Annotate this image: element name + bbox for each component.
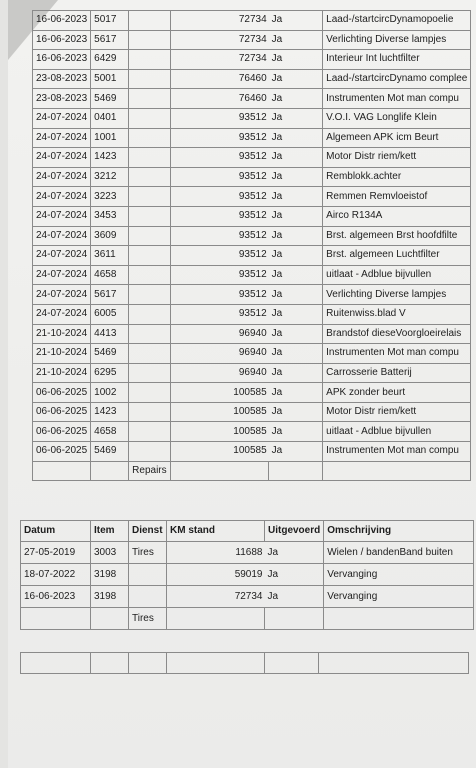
row-flag: Ja [269, 304, 323, 324]
row-km: 100585 [171, 383, 269, 403]
table-row [33, 304, 471, 324]
row-service [129, 226, 171, 246]
row-service [129, 148, 171, 168]
row-desc: Brandstof dieseVoorgloeirelais [323, 324, 471, 344]
row-flag: Ja [265, 564, 324, 586]
row-desc: Laad-/startcircDynamopoelie [323, 11, 471, 31]
row-date: 16-06-2023 [33, 50, 91, 70]
row-desc: Instrumenten Mot man compu [323, 442, 471, 462]
table-row [33, 50, 471, 70]
tires-footer-label: Tires [129, 608, 167, 630]
row-date: 24-07-2024 [33, 108, 91, 128]
row-item: 5617 [91, 30, 129, 50]
row-km: 100585 [171, 442, 269, 462]
table-row [33, 108, 471, 128]
row-date: 21-10-2024 [33, 344, 91, 364]
row-item: 5469 [91, 89, 129, 109]
table-row [33, 69, 471, 89]
table-row [33, 442, 471, 462]
row-km: 93512 [171, 246, 269, 266]
table-row [33, 422, 471, 442]
row-desc: Brst. algemeen Brst hoofdfilte [323, 226, 471, 246]
tires-table-body [21, 542, 474, 608]
row-flag: Ja [269, 89, 323, 109]
row-date: 06-06-2025 [33, 402, 91, 422]
table-row [21, 586, 474, 608]
table-row [33, 246, 471, 266]
header-desc: Omschrijving [324, 521, 474, 542]
row-flag: Ja [269, 285, 323, 305]
row-flag: Ja [269, 344, 323, 364]
repairs-footer-label: Repairs [129, 461, 171, 481]
row-flag: Ja [269, 206, 323, 226]
row-km: 93512 [171, 187, 269, 207]
row-flag: Ja [269, 128, 323, 148]
row-date: 23-08-2023 [33, 69, 91, 89]
row-km: 93512 [171, 265, 269, 285]
table-row [33, 167, 471, 187]
row-date: 24-07-2024 [33, 187, 91, 207]
row-date: 24-07-2024 [33, 128, 91, 148]
row-date: 16-06-2023 [21, 586, 91, 608]
row-item: 3609 [91, 226, 129, 246]
row-flag: Ja [269, 50, 323, 70]
repairs-table [32, 10, 471, 481]
row-date: 24-07-2024 [33, 148, 91, 168]
row-item: 3198 [91, 564, 129, 586]
table-row [33, 324, 471, 344]
row-service [129, 128, 171, 148]
row-km: 100585 [171, 402, 269, 422]
row-item: 0401 [91, 108, 129, 128]
row-flag: Ja [265, 542, 324, 564]
row-service [129, 69, 171, 89]
row-flag: Ja [269, 108, 323, 128]
row-item: 5469 [91, 442, 129, 462]
row-desc: Verlichting Diverse lampjes [323, 30, 471, 50]
row-desc: Algemeen APK icm Beurt [323, 128, 471, 148]
row-km: 11688 [167, 542, 265, 564]
table-row [33, 344, 471, 364]
row-service: Tires [129, 542, 167, 564]
row-date: 21-10-2024 [33, 363, 91, 383]
row-date: 16-06-2023 [33, 30, 91, 50]
row-km: 96940 [171, 344, 269, 364]
row-km: 72734 [171, 11, 269, 31]
table-row [33, 148, 471, 168]
row-date: 24-07-2024 [33, 304, 91, 324]
row-date: 27-05-2019 [21, 542, 91, 564]
table-row [33, 363, 471, 383]
row-km: 72734 [171, 50, 269, 70]
row-item: 4658 [91, 422, 129, 442]
table-row [33, 89, 471, 109]
row-service [129, 167, 171, 187]
row-item: 1001 [91, 128, 129, 148]
row-flag: Ja [269, 187, 323, 207]
row-item: 5017 [91, 11, 129, 31]
header-date: Datum [21, 521, 91, 542]
row-item: 3611 [91, 246, 129, 266]
row-item: 4413 [91, 324, 129, 344]
row-date: 24-07-2024 [33, 226, 91, 246]
row-desc: V.O.I. VAG Longlife Klein [323, 108, 471, 128]
row-desc: Instrumenten Mot man compu [323, 89, 471, 109]
row-km: 76460 [171, 69, 269, 89]
row-date: 24-07-2024 [33, 206, 91, 226]
header-done: Uitgevoerd [265, 521, 324, 542]
row-date: 24-07-2024 [33, 167, 91, 187]
table-row [33, 226, 471, 246]
row-item: 4658 [91, 265, 129, 285]
header-service: Dienst [129, 521, 167, 542]
row-km: 93512 [171, 206, 269, 226]
row-desc: Interieur Int luchtfilter [323, 50, 471, 70]
row-flag: Ja [265, 586, 324, 608]
table-row [21, 564, 474, 586]
row-flag: Ja [269, 265, 323, 285]
row-service [129, 304, 171, 324]
row-flag: Ja [269, 422, 323, 442]
table-row [21, 542, 474, 564]
row-date: 18-07-2022 [21, 564, 91, 586]
row-desc: Carrosserie Batterij [323, 363, 471, 383]
row-item: 1423 [91, 402, 129, 422]
row-km: 93512 [171, 148, 269, 168]
row-service [129, 324, 171, 344]
row-desc: Ruitenwiss.blad V [323, 304, 471, 324]
row-flag: Ja [269, 246, 323, 266]
row-service [129, 344, 171, 364]
row-item: 3198 [91, 586, 129, 608]
row-date: 24-07-2024 [33, 285, 91, 305]
row-desc: Vervanging [324, 564, 474, 586]
row-item: 3003 [91, 542, 129, 564]
row-flag: Ja [269, 226, 323, 246]
row-km: 96940 [171, 363, 269, 383]
row-desc: Wielen / bandenBand buiten [324, 542, 474, 564]
row-km: 93512 [171, 285, 269, 305]
row-km: 93512 [171, 304, 269, 324]
empty-table-row [20, 652, 469, 674]
row-service [129, 206, 171, 226]
row-service [129, 363, 171, 383]
row-flag: Ja [269, 30, 323, 50]
row-date: 24-07-2024 [33, 246, 91, 266]
row-flag: Ja [269, 363, 323, 383]
empty-row [21, 653, 469, 674]
row-item: 3223 [91, 187, 129, 207]
row-desc: APK zonder beurt [323, 383, 471, 403]
row-km: 96940 [171, 324, 269, 344]
row-item: 3212 [91, 167, 129, 187]
repairs-footer-row [33, 461, 471, 481]
row-flag: Ja [269, 442, 323, 462]
row-service [129, 30, 171, 50]
tires-table [20, 520, 474, 630]
row-date: 06-06-2025 [33, 422, 91, 442]
row-desc: Brst. algemeen Luchtfilter [323, 246, 471, 266]
row-km: 72734 [167, 586, 265, 608]
row-service [129, 89, 171, 109]
row-service [129, 422, 171, 442]
row-service [129, 265, 171, 285]
table-row [33, 402, 471, 422]
row-km: 93512 [171, 108, 269, 128]
table-row [33, 206, 471, 226]
table-row [33, 187, 471, 207]
row-item: 1002 [91, 383, 129, 403]
row-service [129, 442, 171, 462]
header-item: Item [91, 521, 129, 542]
table-row [33, 383, 471, 403]
row-date: 24-07-2024 [33, 265, 91, 285]
tires-footer-row [21, 608, 474, 630]
repairs-table-body [33, 11, 471, 462]
table-row [33, 30, 471, 50]
row-date: 06-06-2025 [33, 442, 91, 462]
row-service [129, 187, 171, 207]
row-desc: Verlichting Diverse lampjes [323, 285, 471, 305]
row-flag: Ja [269, 324, 323, 344]
row-date: 16-06-2023 [33, 11, 91, 31]
row-flag: Ja [269, 11, 323, 31]
row-service [129, 383, 171, 403]
tires-header-row [21, 521, 474, 542]
row-flag: Ja [269, 69, 323, 89]
row-desc: Laad-/startcircDynamo complee [323, 69, 471, 89]
row-item: 6295 [91, 363, 129, 383]
row-desc: uitlaat - Adblue bijvullen [323, 422, 471, 442]
row-desc: Vervanging [324, 586, 474, 608]
row-service [129, 586, 167, 608]
row-flag: Ja [269, 402, 323, 422]
row-flag: Ja [269, 383, 323, 403]
row-service [129, 108, 171, 128]
row-service [129, 285, 171, 305]
row-service [129, 246, 171, 266]
row-item: 6005 [91, 304, 129, 324]
table-row [33, 285, 471, 305]
row-km: 93512 [171, 167, 269, 187]
table-row [33, 128, 471, 148]
row-flag: Ja [269, 148, 323, 168]
row-desc: Motor Distr riem/kett [323, 148, 471, 168]
table-row [33, 11, 471, 31]
row-date: 23-08-2023 [33, 89, 91, 109]
header-km: KM stand [167, 521, 265, 542]
row-date: 21-10-2024 [33, 324, 91, 344]
row-km: 100585 [171, 422, 269, 442]
row-item: 5469 [91, 344, 129, 364]
row-item: 6429 [91, 50, 129, 70]
row-item: 5001 [91, 69, 129, 89]
row-flag: Ja [269, 167, 323, 187]
row-desc: Motor Distr riem/kett [323, 402, 471, 422]
row-item: 1423 [91, 148, 129, 168]
row-desc: uitlaat - Adblue bijvullen [323, 265, 471, 285]
row-km: 59019 [167, 564, 265, 586]
row-km: 93512 [171, 128, 269, 148]
row-desc: Airco R134A [323, 206, 471, 226]
table-row [33, 265, 471, 285]
row-item: 5617 [91, 285, 129, 305]
row-date: 06-06-2025 [33, 383, 91, 403]
row-km: 72734 [171, 30, 269, 50]
row-item: 3453 [91, 206, 129, 226]
row-km: 76460 [171, 89, 269, 109]
row-service [129, 11, 171, 31]
row-service [129, 564, 167, 586]
row-service [129, 50, 171, 70]
row-km: 93512 [171, 226, 269, 246]
row-desc: Remblokk.achter [323, 167, 471, 187]
row-desc: Instrumenten Mot man compu [323, 344, 471, 364]
row-desc: Remmen Remvloeistof [323, 187, 471, 207]
row-service [129, 402, 171, 422]
